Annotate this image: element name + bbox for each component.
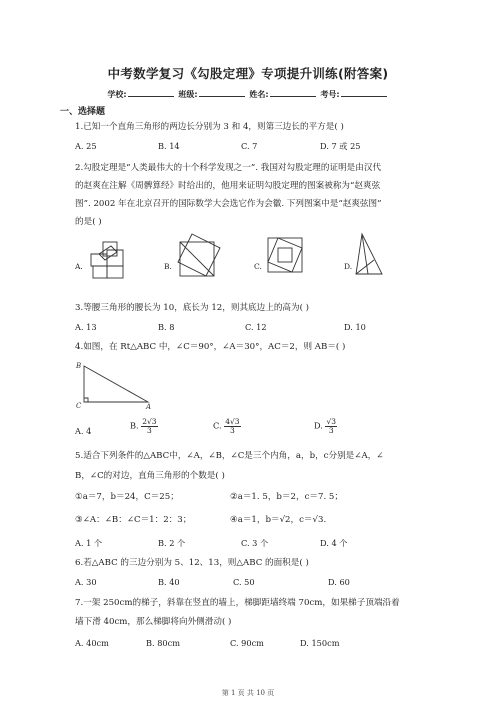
q2-line1: 2.勾股定理是“人类最伟大的十个科学发现之一”. 我国对勾股定理的证明是由汉代 [75, 163, 382, 173]
q2-option-c: C. [254, 262, 262, 271]
q2-option-b: B. [164, 262, 172, 271]
q4-triangle-figure [74, 358, 158, 410]
q6-option-c: C. 50 [233, 577, 255, 587]
number-label: 考号: [320, 90, 340, 99]
q2-option-d: D. [344, 262, 353, 271]
q4-option-b-label: B. [130, 420, 139, 431]
q1-option-a: A. 25 [75, 141, 97, 151]
q2-line4: 的是( ) [75, 217, 102, 227]
page-footer: 第 1 页 共 10 页 [221, 689, 275, 697]
q4-option-b-fraction [141, 418, 157, 435]
q4-option-a: A. 4 [75, 426, 92, 436]
q7-line2: 墙下滑 40cm，那么梯脚将向外侧滑动( ) [75, 617, 232, 627]
q5-condition-4: ④a＝1，b＝√2，c＝√3. [230, 515, 327, 525]
q6-stem: 6.若△ABC 的三边分别为 5、12、13，则△ABC 的面积是( ) [75, 558, 309, 568]
q5-option-b: B. 2 个 [158, 538, 186, 548]
q4-d-numerator: √3 [326, 417, 337, 426]
q2-line2: 的赵爽在注解《周髀算经》时给出的，他用来证明勾股定理的图案被称为“赵爽弦 [75, 181, 381, 191]
q3-option-c: C. 12 [245, 322, 267, 332]
q7-option-d: D. 150cm [300, 638, 340, 648]
q4-b-numerator: 2√3 [142, 417, 157, 426]
q5-option-d: D. 4 个 [320, 538, 348, 548]
q4-option-c-fraction [224, 418, 240, 435]
q5-line2: B，∠C的对边，直角三角形的个数是( ) [75, 471, 225, 481]
q2-figure-b [174, 232, 226, 280]
q6-option-a: A. 30 [75, 577, 97, 587]
page-title: 中考数学复习《勾股定理》专项提升训练(附答案) [107, 66, 389, 81]
number-blank[interactable] [341, 88, 387, 97]
q7-option-c: C. 90cm [230, 638, 264, 648]
q5-condition-1: ①a＝7，b＝24，C＝25； [75, 492, 179, 502]
q5-line1: 5.适合下列条件的△ABC中，∠A，∠B，∠C是三个内角，a，b，c分别是∠A，∠ [75, 451, 384, 461]
q2-figure-a [85, 232, 141, 280]
q4-option-d-fraction [325, 418, 337, 435]
q4-label-c: C [76, 402, 82, 410]
q4-d-denominator: 3 [328, 426, 334, 435]
q4-label-b: B [76, 362, 82, 370]
q4-option-d [314, 418, 337, 435]
section-heading: 一、选择题 [60, 107, 106, 117]
name-label: 姓名: [249, 90, 269, 99]
q3-option-b: B. 8 [158, 322, 175, 332]
q1-option-c: C. 7 [241, 141, 258, 151]
q1-option-b: B. 14 [158, 141, 180, 151]
q4-stem: 4.如图，在 Rt△ABC 中，∠C＝90°，∠A＝30°，AC＝2，则 AB＝( ) [75, 342, 346, 352]
q5-condition-3: ③∠A：∠B：∠C＝1：2：3； [75, 515, 192, 525]
q4-option-c [213, 418, 241, 435]
class-blank[interactable] [199, 88, 245, 97]
student-info-line [0, 88, 496, 100]
q3-option-a: A. 13 [75, 322, 97, 332]
q7-option-a: A. 40cm [75, 638, 109, 648]
q4-c-denominator: 3 [229, 426, 235, 435]
q1-option-d: D. 7 或 25 [320, 141, 361, 151]
school-blank[interactable] [128, 88, 174, 97]
q4-option-c-label: C. [213, 420, 222, 431]
q2-line3: 图”. 2002 年在北京召开的国际数学大会选它作为会徽. 下列图案中是“赵爽弦图” [75, 199, 382, 209]
q7-option-b: B. 80cm [146, 638, 180, 648]
q5-condition-2: ②a＝1. 5，b＝2，c＝7. 5； [230, 492, 343, 502]
q2-option-a: A. [75, 262, 83, 271]
q2-figure-d [352, 230, 388, 280]
q7-line1: 7.一架 250cm的梯子，斜靠在竖直的墙上，梯脚距墙终端 70cm，如果梯子顶端沿着 [75, 598, 400, 608]
class-label: 班级: [178, 90, 198, 99]
q6-option-b: B. 40 [158, 577, 180, 587]
q4-c-numerator: 4√3 [225, 417, 240, 426]
q4-b-denominator: 3 [147, 426, 152, 435]
q4-label-a: A [146, 403, 152, 410]
q3-option-d: D. 10 [344, 322, 366, 332]
q4-option-b [130, 418, 158, 435]
q3-stem: 3.等腰三角形的腰长为 10，底长为 12，则其底边上的高为( ) [75, 303, 310, 313]
q2-figure-c [264, 232, 308, 278]
name-blank[interactable] [270, 88, 316, 97]
q6-option-d: D. 60 [328, 577, 350, 587]
school-label: 学校: [107, 90, 127, 99]
q5-option-a: A. 1 个 [75, 538, 103, 548]
q1-stem: 1.已知一个直角三角形的两边长分别为 3 和 4，则第三边长的平方是( ) [75, 122, 344, 132]
q4-option-d-label: D. [314, 420, 323, 431]
q5-option-c: C. 3 个 [241, 538, 269, 548]
